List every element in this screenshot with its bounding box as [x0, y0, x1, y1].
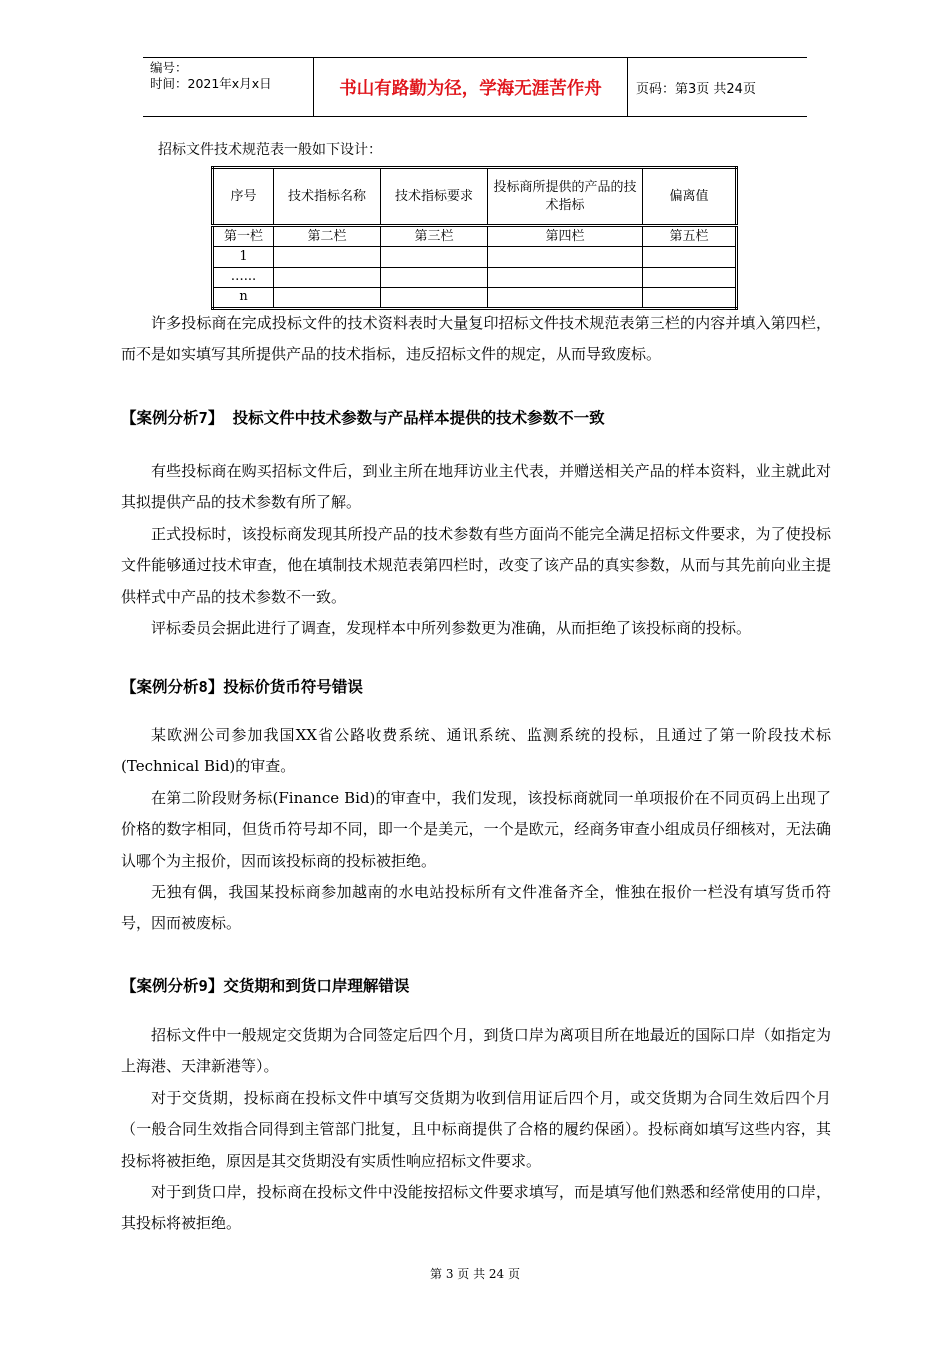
table-cell — [381, 267, 488, 287]
doc-number-label: 编号： — [150, 60, 188, 75]
paragraph-after-table — [121, 308, 831, 371]
table-header-cell: 投标商所提供的产品的技术指标 — [488, 168, 643, 226]
table-cell — [274, 267, 381, 287]
table-header-cell: 技术指标要求 — [381, 168, 488, 226]
table-cell: 1 — [213, 247, 274, 267]
table-header-cell: 序号 — [213, 168, 274, 226]
table-cell — [643, 267, 737, 287]
paragraph: 评标委员会据此进行了调查，发现样本中所列参数更为准确，从而拒绝了该投标商的投标。 — [151, 619, 752, 638]
table-cell — [274, 287, 381, 308]
header-motto: 书山有路勤为径，学海无涯苦作舟 — [313, 58, 628, 116]
doc-time-label: 时间：2021年x月x日 — [150, 76, 272, 91]
table-row — [213, 287, 737, 308]
table-cell — [274, 247, 381, 267]
table-row — [213, 247, 737, 267]
header-page-label: 页码：第3页 共24页 — [636, 81, 756, 97]
table-cell: …... — [213, 267, 274, 287]
case9-body — [121, 1020, 831, 1240]
table-subheader-cell: 第五栏 — [643, 226, 737, 247]
paragraph: 许多投标商在完成投标文件的技术资料表时大量复印招标文件技术规范表第三栏的内容并填入第四栏，而不是如实填写其所提供产品的技术指标，违反招标文件的规定，从而导致废标。 — [121, 314, 831, 364]
paragraph: 有些投标商在购买招标文件后，到业主所在地拜访业主代表，并赠送相关产品的样本资料，业主就此对其拟提供产品的技术参数有所了解。 — [121, 462, 831, 512]
case7-body — [121, 456, 831, 644]
table-subheader-row — [213, 226, 737, 247]
table-cell — [381, 247, 488, 267]
page-footer: 第 3 页 共 24 页 — [430, 1267, 520, 1281]
table-subheader-cell: 第一栏 — [213, 226, 274, 247]
case7-heading: 【案例分析7】 投标文件中技术参数与产品样本提供的技术参数不一致 — [121, 409, 605, 427]
page-header — [143, 57, 807, 117]
paragraph: 在第二阶段财务标(Finance Bid)的审查中，我们发现，该投标商就同一单项报价在不同页码上出现了价格的数字相同，但货币符号却不同，即一个是美元，一个是欧元，经商务审查小组成员仔细核对，无法确认哪个为主报价，因而该投标商的投标被拒绝。 — [121, 788, 831, 870]
table-cell — [488, 247, 643, 267]
paragraph: 对于到货口岸，投标商在投标文件中没能按招标文件要求填写，而是填写他们熟悉和经常使用的口岸，其投标将被拒绝。 — [121, 1183, 831, 1233]
table-subheader-cell: 第三栏 — [381, 226, 488, 247]
table-cell — [381, 287, 488, 308]
table-cell — [643, 247, 737, 267]
table-subheader-cell: 第四栏 — [488, 226, 643, 247]
table-row — [213, 267, 737, 287]
header-meta — [143, 58, 313, 116]
table-cell — [643, 287, 737, 308]
spec-table — [211, 166, 738, 310]
table-header-row — [213, 168, 737, 226]
table-cell: n — [213, 287, 274, 308]
table-header-cell: 偏离值 — [643, 168, 737, 226]
paragraph: 某欧洲公司参加我国XX省公路收费系统、通讯系统、监测系统的投标，且通过了第一阶段技术标(Technical Bid)的审查。 — [121, 726, 831, 776]
paragraph: 招标文件中一般规定交货期为合同签定后四个月，到货口岸为离项目所在地最近的国际口岸（如指定为上海港、天津新港等）。 — [121, 1026, 831, 1076]
case9-heading: 【案例分析9】交货期和到货口岸理解错误 — [121, 977, 410, 995]
paragraph: 无独有偶，我国某投标商参加越南的水电站投标所有文件准备齐全，惟独在报价一栏没有填写货币符号，因而被废标。 — [121, 883, 831, 933]
table-cell — [488, 287, 643, 308]
table-cell — [488, 267, 643, 287]
paragraph: 正式投标时，该投标商发现其所投产品的技术参数有些方面尚不能完全满足招标文件要求，为了使投标文件能够通过技术审查，他在填制技术规范表第四栏时，改变了该产品的真实参数，从而与其先前向业主提供样式中产品的技术参数不一致。 — [121, 524, 831, 606]
case8-body — [121, 720, 831, 940]
table-subheader-cell: 第二栏 — [274, 226, 381, 247]
case8-heading: 【案例分析8】投标价货币符号错误 — [121, 678, 363, 696]
table-header-cell: 技术指标名称 — [274, 168, 381, 226]
paragraph: 对于交货期，投标商在投标文件中填写交货期为收到信用证后四个月，或交货期为合同生效后四个月（一般合同生效指合同得到主管部门批复，且中标商提供了合格的履约保函）。投标商如填写这些内容，其投标将被拒绝，原因是其交货期没有实质性响应招标文件要求。 — [121, 1088, 831, 1170]
table-intro: 招标文件技术规范表一般如下设计： — [158, 142, 382, 158]
